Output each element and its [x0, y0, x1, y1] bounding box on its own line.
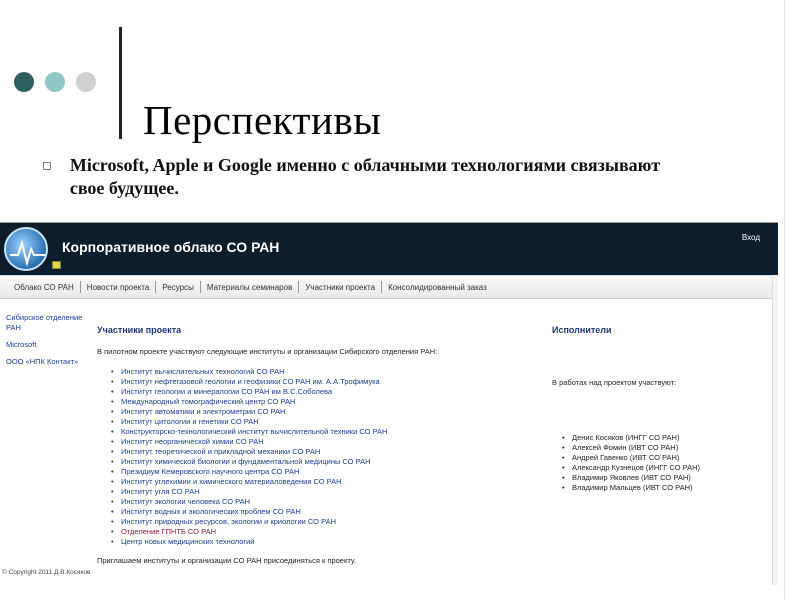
- list-item[interactable]: • Институт автоматики и электрометрии СО РАН: [111, 407, 537, 417]
- slide-edge-line: [784, 0, 785, 600]
- list-item[interactable]: • Институт неорганической химии СО РАН: [111, 437, 537, 447]
- folder-icon[interactable]: [52, 261, 61, 269]
- list-item[interactable]: • Центр новых медицинских технологий: [111, 537, 537, 547]
- executors-title: Исполнители: [552, 325, 612, 335]
- participants-title: Участники проекта: [97, 325, 182, 335]
- nav-item-cloud[interactable]: Облако СО РАН: [14, 282, 74, 292]
- sidebar: [6, 313, 86, 374]
- list-item[interactable]: • Отделение ГПНТБ СО РАН: [111, 527, 537, 537]
- decorative-dots: [14, 72, 96, 92]
- participants-section: [97, 325, 537, 565]
- dot-dark: [14, 72, 34, 92]
- list-item[interactable]: • Международный томографический центр СО РАН: [111, 397, 537, 407]
- invite-text: Приглашаем институты и организации СО РАН присоединяться к проекту.: [97, 556, 356, 565]
- portal-screenshot: [0, 222, 778, 585]
- title-divider: [119, 27, 122, 139]
- list-item: • Александр Кузнецов (ИНГГ СО РАН): [562, 463, 772, 473]
- list-item: • Алексей Фомин (ИВТ СО РАН): [562, 443, 772, 453]
- institutes-list: [111, 367, 537, 547]
- list-item: • Владимир Яковлев (ИВТ СО РАН): [562, 473, 772, 483]
- portal-nav: [0, 275, 778, 299]
- sidebar-link-sb-ras[interactable]: Сибирское отделение РАН: [6, 313, 83, 332]
- sidebar-link-microsoft[interactable]: Microsoft: [6, 340, 37, 349]
- nav-item-participants[interactable]: Участники проекта: [305, 282, 376, 292]
- portal-title: Корпоративное облако СО РАН: [62, 239, 280, 255]
- list-item[interactable]: • Институт вычислительных технологий СО РАН: [111, 367, 537, 377]
- list-item: • Андрей Гавенко (ИВТ СО РАН): [562, 453, 772, 463]
- list-item[interactable]: • Конструкторско-технологический институт вычислительной техники СО РАН: [111, 427, 537, 437]
- list-item: • Владимир Мальцев (ИВТ СО РАН): [562, 483, 772, 493]
- portal-header: [0, 223, 778, 275]
- list-item[interactable]: • Институт цитологии и генетики СО РАН: [111, 417, 537, 427]
- bullet-icon: ◻: [42, 158, 52, 172]
- slide-title: Перспективы: [143, 97, 382, 143]
- list-item[interactable]: • Институт углехимии и химического материаловедения СО РАН: [111, 477, 537, 487]
- people-list: [562, 433, 772, 493]
- dot-gray: [76, 72, 96, 92]
- list-item[interactable]: • Институт экологии человека СО РАН: [111, 497, 537, 507]
- login-link[interactable]: Вход: [741, 233, 760, 242]
- dot-teal: [45, 72, 65, 92]
- siberia-logo-icon[interactable]: [4, 227, 48, 271]
- list-item[interactable]: • Президиум Кемеровского научного центра СО РАН: [111, 467, 537, 477]
- executors-section: [552, 325, 772, 493]
- list-item[interactable]: • Институт нефтегазовой геологии и геофизики СО РАН им. А.А.Трофимука: [111, 377, 537, 387]
- list-item: • Денис Косяков (ИНГГ СО РАН): [562, 433, 772, 443]
- nav-item-news[interactable]: Новости проекта: [86, 282, 150, 292]
- bullet-text: Microsoft, Apple и Google именно с облачными технологиями связывают свое будущее.: [69, 155, 661, 198]
- list-item[interactable]: • Институт водных и экологических проблем СО РАН: [111, 507, 537, 517]
- participants-intro: В пилотном проекте участвуют следующие институты и организации Сибирского отделения РАН:: [97, 347, 438, 356]
- list-item[interactable]: • Институт угля СО РАН: [111, 487, 537, 497]
- list-item[interactable]: • Институт теоретической и прикладной механики СО РАН: [111, 447, 537, 457]
- slide-bullet: [42, 154, 682, 200]
- copyright-text: © Copyright 2011 Д.В.Косяков: [2, 569, 91, 576]
- nav-item-consolidated-order[interactable]: Консолидированный заказ: [388, 282, 487, 292]
- list-item[interactable]: • Институт природных ресурсов, экологии и криологии СО РАН: [111, 517, 537, 527]
- scrollbar[interactable]: [772, 275, 778, 585]
- executors-intro: В работах над проектом участвуют:: [552, 378, 677, 387]
- nav-item-resources[interactable]: Ресурсы: [162, 282, 194, 292]
- sidebar-link-npk-kontakt[interactable]: ООО «НПК Контакт»: [6, 357, 79, 366]
- list-item[interactable]: • Институт химической биологии и фундаментальной медицины СО РАН: [111, 457, 537, 467]
- nav-item-seminars[interactable]: Материалы семинаров: [206, 282, 293, 292]
- list-item[interactable]: • Институт геологии и минералогии СО РАН им В.С.Соболева: [111, 387, 537, 397]
